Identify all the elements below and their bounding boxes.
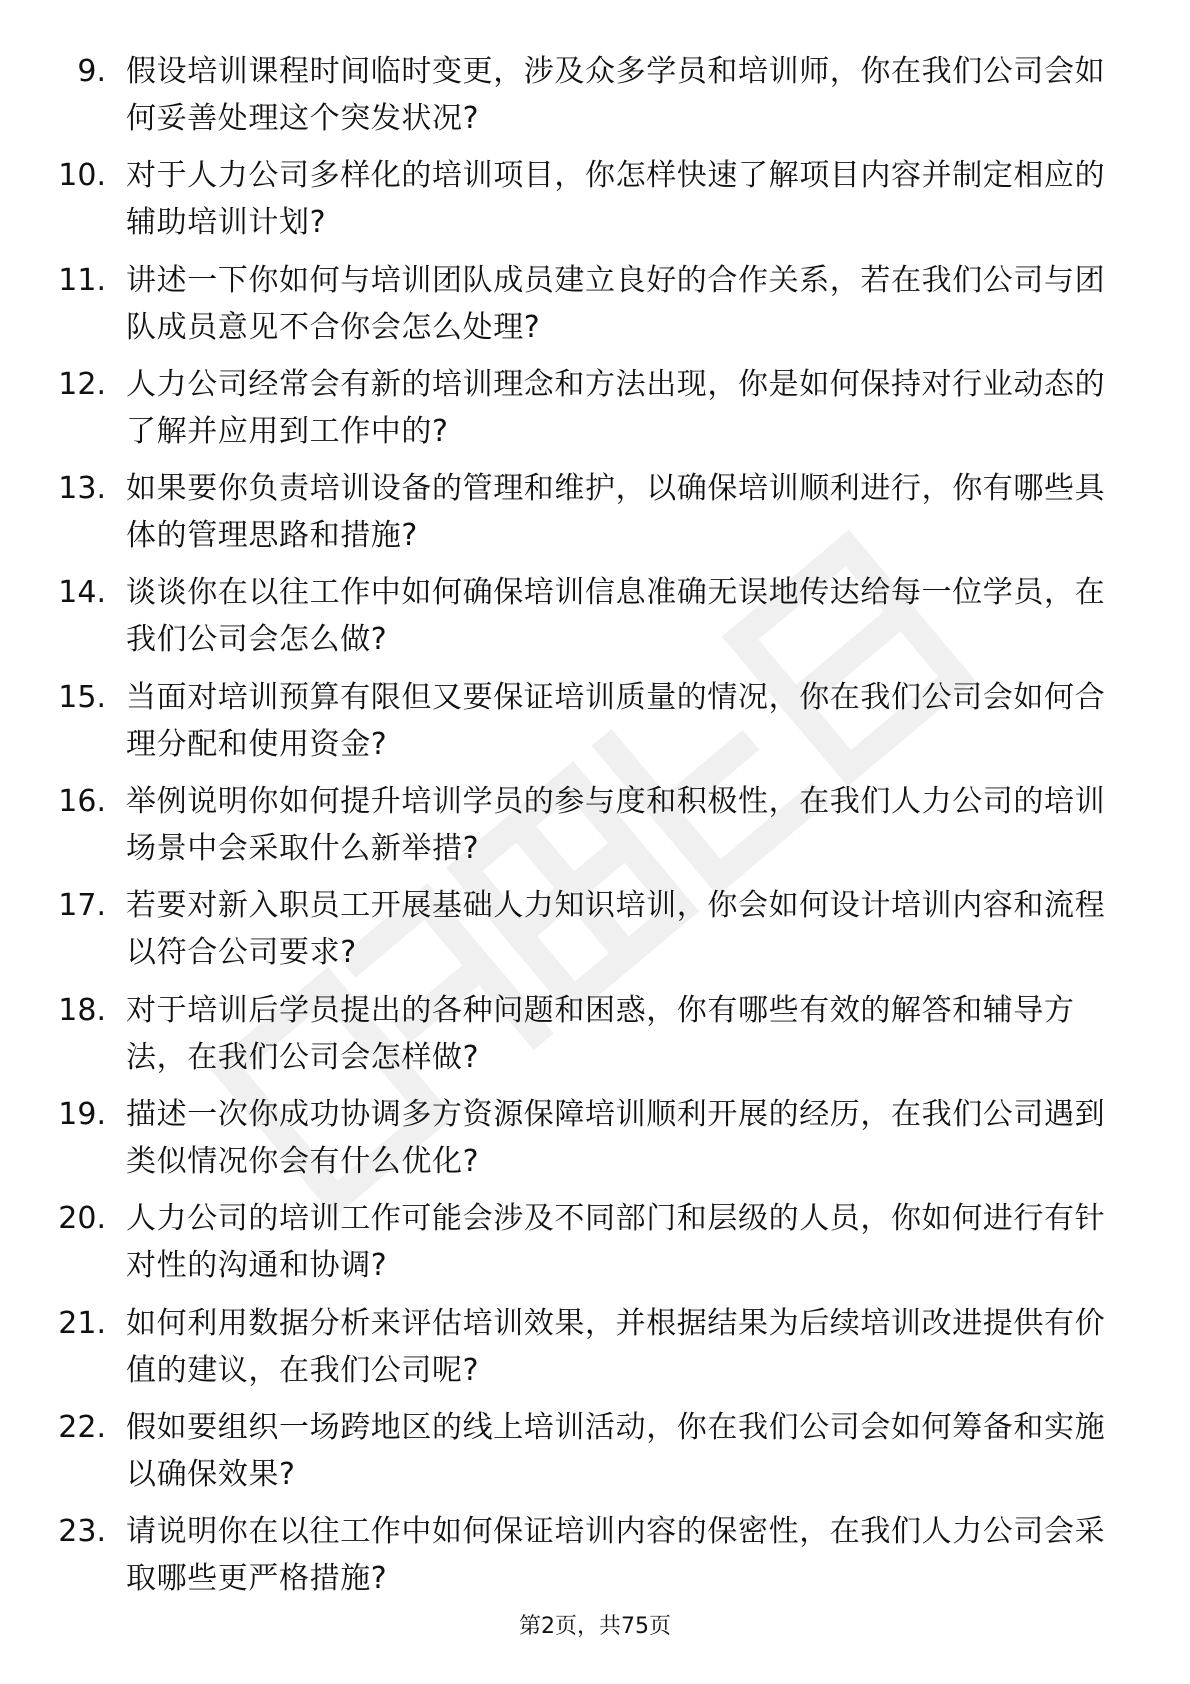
question-number: 21.: [58, 1305, 106, 1341]
question-number: 10.: [58, 158, 106, 194]
question-item: [0, 987, 1190, 1091]
question-text: 当面对培训预算有限但又要保证培训质量的情况，你在我们公司会如何合理分配和使用资金?: [126, 679, 1106, 762]
question-item: [0, 569, 1190, 673]
question-item: [0, 778, 1190, 882]
question-text: 人力公司经常会有新的培训理念和方法出现，你是如何保持对行业动态的了解并应用到工作中的?: [126, 366, 1106, 449]
question-text: 请说明你在以往工作中如何保证培训内容的保密性，在我们人力公司会采取哪些更严格措施?: [126, 1514, 1106, 1597]
question-number: 19.: [58, 1096, 106, 1132]
question-item: [0, 674, 1190, 778]
question-text: 举例说明你如何提升培训学员的参与度和积极性，在我们人力公司的培训场景中会采取什么新举措?: [126, 784, 1106, 867]
question-text: 人力公司的培训工作可能会涉及不同部门和层级的人员，你如何进行有针对性的沟通和协调?: [126, 1201, 1106, 1284]
question-item: [0, 1508, 1190, 1612]
question-text: 假如要组织一场跨地区的线上培训活动，你在我们公司会如何筹备和实施以确保效果?: [126, 1409, 1106, 1492]
question-number: 11.: [58, 262, 106, 298]
question-item: [0, 1091, 1190, 1195]
question-text: 对于培训后学员提出的各种问题和困惑，你有哪些有效的解答和辅导方法，在我们公司会怎样做?: [126, 992, 1075, 1075]
question-text: 对于人力公司多样化的培训项目，你怎样快速了解项目内容并制定相应的辅助培训计划?: [126, 158, 1106, 241]
question-text: 描述一次你成功协调多方资源保障培训顺利开展的经历，在我们公司遇到类似情况你会有什么优化?: [126, 1096, 1106, 1179]
question-item: [0, 882, 1190, 986]
question-item: [0, 1195, 1190, 1299]
question-text: 如果要你负责培训设备的管理和维护，以确保培训顺利进行，你有哪些具体的管理思路和措施?: [126, 471, 1106, 554]
question-number: 14.: [58, 575, 106, 611]
question-text: 如何利用数据分析来评估培训效果，并根据结果为后续培训改进提供有价值的建议，在我们公司呢?: [126, 1305, 1106, 1388]
question-item: [0, 1300, 1190, 1404]
question-number: 12.: [58, 366, 106, 402]
question-number: 9.: [77, 54, 106, 89]
question-item: [0, 1404, 1190, 1508]
question-text: 假设培训课程时间临时变更，涉及众多学员和培训师，你在我们公司会如何妥善处理这个突发状况?: [126, 54, 1106, 136]
question-item: [0, 152, 1190, 256]
question-item: [0, 361, 1190, 465]
question-number: 20.: [58, 1201, 106, 1237]
question-number: 17.: [58, 888, 106, 924]
question-item: [0, 257, 1190, 361]
page-number-label: 第2页，共75页: [519, 1614, 671, 1639]
question-item: [0, 465, 1190, 569]
question-text: 讲述一下你如何与培训团队成员建立良好的合作关系，若在我们公司与团队成员意见不合你会怎么处理?: [126, 262, 1106, 345]
question-number: 22.: [58, 1409, 106, 1445]
question-number: 13.: [58, 471, 106, 507]
question-number: 15.: [58, 679, 106, 715]
question-number: 18.: [58, 992, 106, 1028]
question-number: 23.: [58, 1514, 106, 1550]
question-text: 谈谈你在以往工作中如何确保培训信息准确无误地传达给每一位学员，在我们公司会怎么做?: [126, 575, 1106, 658]
question-item: [0, 48, 1190, 152]
question-list: [0, 48, 1190, 1612]
question-number: 16.: [58, 784, 106, 820]
page-footer: [0, 1612, 1190, 1642]
question-text: 若要对新入职员工开展基础人力知识培训，你会如何设计培训内容和流程以符合公司要求?: [126, 888, 1106, 971]
